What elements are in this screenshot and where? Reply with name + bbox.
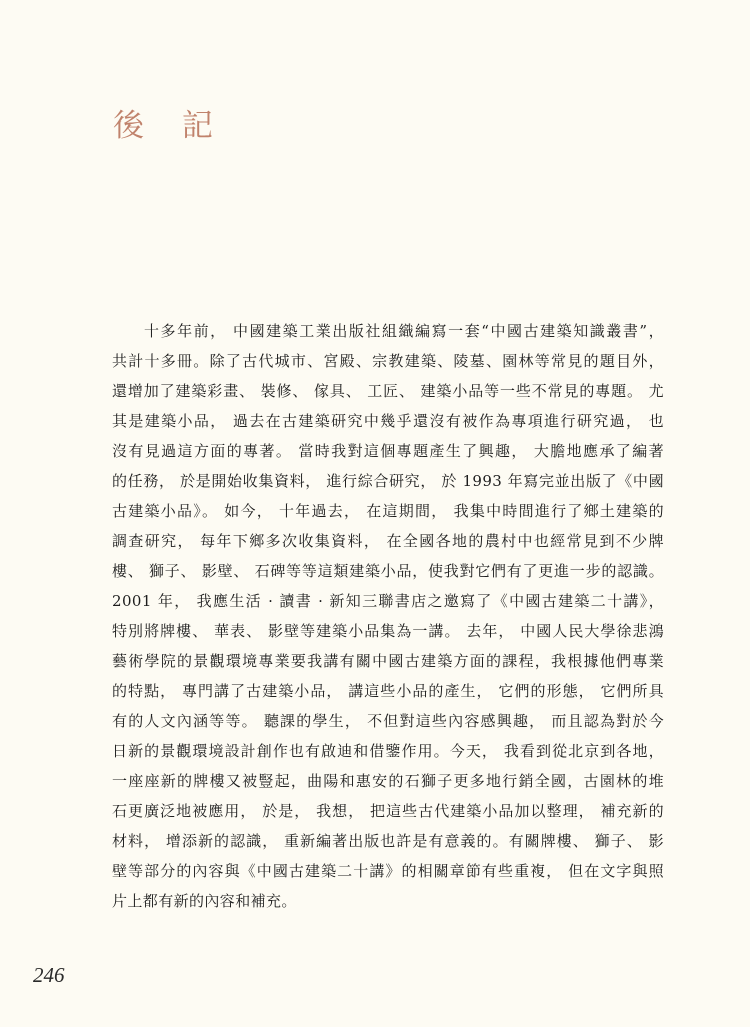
text-line: 其是建築小品， 過去在古建築研究中幾乎還沒有被作為專項進行研究過， 也 bbox=[112, 412, 664, 430]
text-line: 共計十多冊。除了古代城市、宮殿、宗教建築、陵墓、園林等常見的題目外， bbox=[112, 352, 664, 370]
text-line: 日新的景觀環境設計創作也有啟迪和借鑒作用。今天， 我看到從北京到各地， bbox=[112, 742, 664, 760]
text-line: 沒有見過這方面的專著。 當時我對這個專題產生了興趣， 大膽地應承了編著 bbox=[112, 442, 664, 460]
text-line: 十多年前， 中國建築工業出版社組織編寫一套“中國古建築知識叢書”， bbox=[144, 322, 664, 340]
text-line: 特別將牌樓、 華表、 影壁等建築小品集為一講。 去年， 中國人民大學徐悲鴻 bbox=[112, 622, 664, 640]
text-line: 藝術學院的景觀環境專業要我講有關中國古建築方面的課程，我根據他們專業 bbox=[112, 652, 664, 670]
page-number: 246 bbox=[33, 963, 65, 987]
text-line: 2001 年， 我應生活 · 讀書 · 新知三聯書店之邀寫了《中國古建築二十講》， bbox=[112, 592, 664, 610]
text-line: 壁等部分的內容與《中國古建築二十講》的相關章節有些重複， 但在文字與照 bbox=[112, 862, 664, 880]
text-line: 的特點， 專門講了古建築小品， 講這些小品的產生， 它們的形態， 它們所具 bbox=[112, 682, 664, 700]
text-line: 材料， 增添新的認識， 重新編著出版也許是有意義的。有關牌樓、 獅子、 影 bbox=[112, 832, 664, 850]
text-line: 古建築小品》。 如今， 十年過去， 在這期間， 我集中時間進行了鄉土建築的 bbox=[112, 502, 664, 520]
text-line: 一座座新的牌樓又被豎起，曲陽和惠安的石獅子更多地行銷全國，古園林的堆 bbox=[112, 772, 664, 790]
text-line: 樓、 獅子、 影壁、 石碑等等這類建築小品，使我對它們有了更進一步的認識。 bbox=[112, 562, 664, 580]
text-line: 石更廣泛地被應用， 於是， 我想， 把這些古代建築小品加以整理， 補充新的 bbox=[112, 802, 664, 820]
text-line: 還增加了建築彩畫、 裝修、 傢具、 工匠、 建築小品等一些不常見的專題。 尤 bbox=[112, 382, 664, 400]
afterword-body bbox=[112, 316, 664, 916]
text-line: 調查研究， 每年下鄉多次收集資料， 在全國各地的農村中也經常見到不少牌 bbox=[112, 532, 664, 550]
text-line: 的任務， 於是開始收集資料， 進行綜合研究， 於 1993 年寫完並出版了《中國 bbox=[112, 472, 664, 490]
text-line: 有的人文內涵等等。 聽課的學生， 不但對這些內容感興趣， 而且認為對於今 bbox=[112, 712, 664, 730]
text-line: 片上都有新的內容和補充。 bbox=[112, 892, 297, 910]
page-title: 後 記 bbox=[113, 108, 227, 144]
